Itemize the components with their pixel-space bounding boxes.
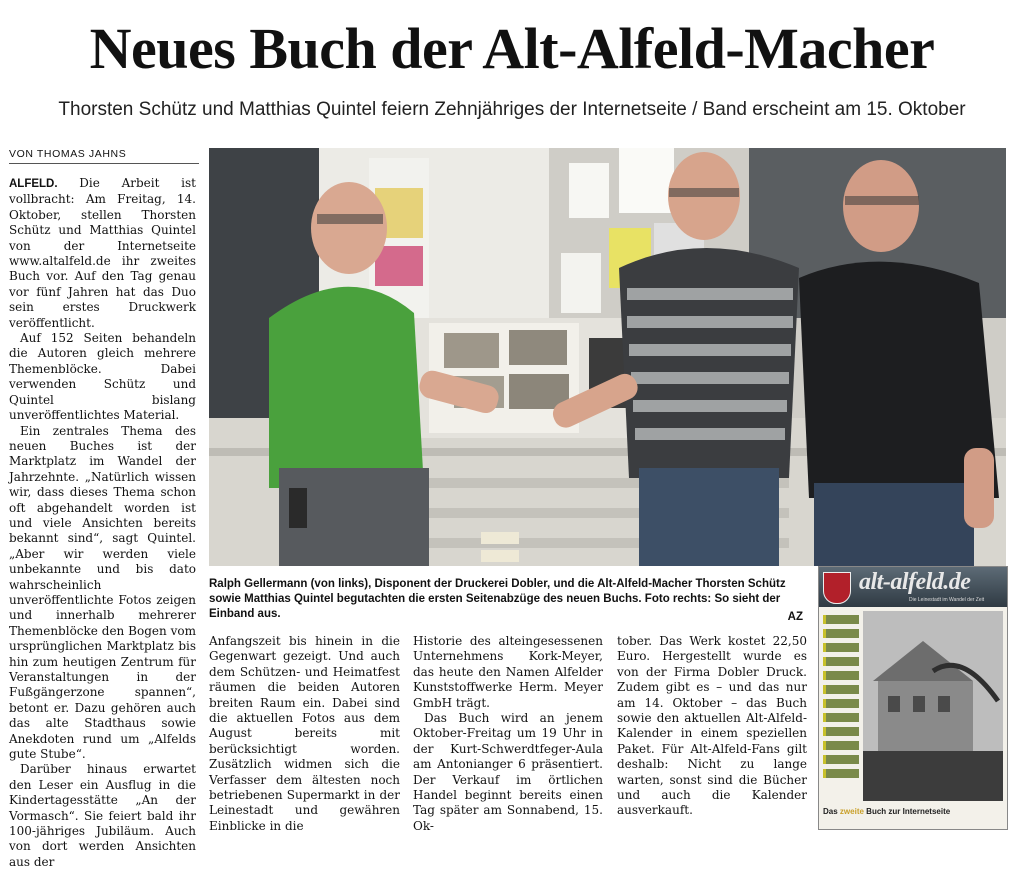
coat-of-arms-icon bbox=[823, 572, 851, 604]
cover-sidebar-item bbox=[823, 755, 859, 764]
article-byline: VON THOMAS JAHNS bbox=[9, 148, 199, 164]
article-dateline: ALFELD. bbox=[9, 178, 58, 190]
article-column-4 bbox=[617, 634, 807, 819]
cover-footer-suffix: Buch zur Internetseite bbox=[866, 807, 951, 816]
cover-sidebar-item bbox=[823, 643, 859, 652]
article-headline: Neues Buch der Alt-Alfeld-Macher bbox=[89, 16, 935, 81]
article-paragraph: Ein zentrales Thema des neuen Buches ist der Marktplatz im Wandel der Jahrzehnte. „Natürlich wissen wir, dass dieses Thema schon oft abgehandelt worden ist und viele Ansichten bereits bekannt sind“, sagt Quintel. „Aber wir werden viele unbekannte und bis dato wahrscheinlich unveröffentlichte Fotos zeigen und innerhalb mehrerer Themenblöcke den Bogen vom ursprünglichen Marktplatz bis hin zum heutigen Zentrum für Veranstaltungen in der Fußgängerzone spannen“, betont er. Dazu gehören auch das alte Stadthaus sowie Anekdoten rund um „Alfelds gute Stube“. bbox=[9, 423, 196, 762]
book-cover-tagline: Die Leinestadt im Wandel der Zeit bbox=[909, 597, 985, 603]
book-cover-photo bbox=[863, 611, 1003, 801]
cover-sidebar-item bbox=[823, 671, 859, 680]
photo-caption: Ralph Gellermann (von links), Disponent der Druckerei Dobler, und die Alt-Alfeld-Macher Thorsten Schütz sowie Matthias Quintel begutachten die ersten Seitenabzüge des neuen Buchs. Foto rechts: So sieht der Einband aus. bbox=[209, 578, 786, 620]
cover-sidebar-item bbox=[823, 713, 859, 722]
cover-sidebar-item bbox=[823, 657, 859, 666]
article-paragraph-text: Die Arbeit ist vollbracht: Am Freitag, 14. Oktober, stellen Thorsten Schütz und Matthias Quintel von der Internetseite www.altalfeld.de ihr zweites Buch vor. Auf den Tag genau vor fünf Jahren hat das Duo sein erstes Druckwerk veröffentlicht. bbox=[9, 176, 196, 330]
article-paragraph: Anfangszeit bis hinein in die Gegenwart gezeigt. Und auch dem Schützen- und Heimatfest räumen die beiden Autoren breiten Raum ein. Dabei sind die aktuellen Fotos aus dem August bereits mit berücksichtigt worden. Zusätzlich widmen sich die Verfasser dem ältesten noch betriebenen Supermarkt in der Leinestadt und gewähren Einblicke in die bbox=[209, 634, 400, 833]
cover-sidebar-item bbox=[823, 741, 859, 750]
article-paragraph bbox=[9, 176, 196, 331]
cover-sidebar-item bbox=[823, 699, 859, 708]
article-paragraph: tober. Das Werk kostet 22,50 Euro. Hergestellt wurde es von der Firma Dobler Druck. Zudem gibt es – und das nur am 14. Oktober – das Buch sowie den aktuellen Alt-Alfeld-Kalender in einem speziellen Paket. Für Alt-Alfeld-Fans gilt deshalb: Nicht zu lange warten, sonst sind die Bücher und auch die Kalender ausverkauft. bbox=[617, 634, 807, 818]
book-cover-footer bbox=[823, 807, 1003, 816]
article-paragraph: Darüber hinaus erwartet den Leser ein Ausflug in die Kindertagesstätte „An der Vormasch“. Sie feiert bald ihr 100-jähriges Jubiläum. Auch von dort werden Ansichten aus der bbox=[9, 762, 196, 869]
article-column-1 bbox=[9, 176, 196, 870]
cover-sidebar-item bbox=[823, 769, 859, 778]
cover-sidebar-item bbox=[823, 727, 859, 736]
main-photo bbox=[209, 148, 1006, 566]
cover-footer-prefix: Das bbox=[823, 807, 838, 816]
photo-illustration bbox=[209, 148, 1006, 566]
article-column-2 bbox=[209, 634, 400, 834]
article-paragraph: Auf 152 Seiten behandeln die Autoren gleich mehrere Themenblöcke. Dabei verwenden Schütz und Quintel bislang unveröffentlichtes Material. bbox=[9, 331, 196, 423]
cover-footer-accent: zweite bbox=[839, 807, 864, 816]
article-subheadline: Thorsten Schütz und Matthias Quintel feiern Zehnjähriges der Internetseite / Band erscheint am 15. Oktober bbox=[58, 99, 966, 120]
cover-photo-illustration bbox=[863, 611, 1003, 801]
article-column-3 bbox=[413, 634, 603, 834]
cover-sidebar-item bbox=[823, 615, 859, 624]
cover-sidebar-item bbox=[823, 629, 859, 638]
article-paragraph: Historie des alteingesessenen Unternehmens Kork-Meyer, das heute den Namen Alfelder Kunststoffwerke Herm. Meyer GmbH trägt. bbox=[413, 634, 603, 710]
cover-sidebar-item bbox=[823, 685, 859, 694]
book-cover-title: alt-alfeld.de bbox=[859, 569, 971, 595]
book-cover-image bbox=[818, 566, 1008, 830]
book-cover-sidebar bbox=[823, 615, 859, 783]
article-paragraph: Das Buch wird an jenem Oktober-Freitag um 19 Uhr in der Kurt-Schwerdtfeger-Aula am Antonianger 6 präsentiert. Der Verkauf im örtlichen Handel beginnt bereits einen Tag später am Sonnabend, 15. Ok- bbox=[413, 711, 603, 833]
photo-credit: AZ bbox=[787, 611, 803, 623]
